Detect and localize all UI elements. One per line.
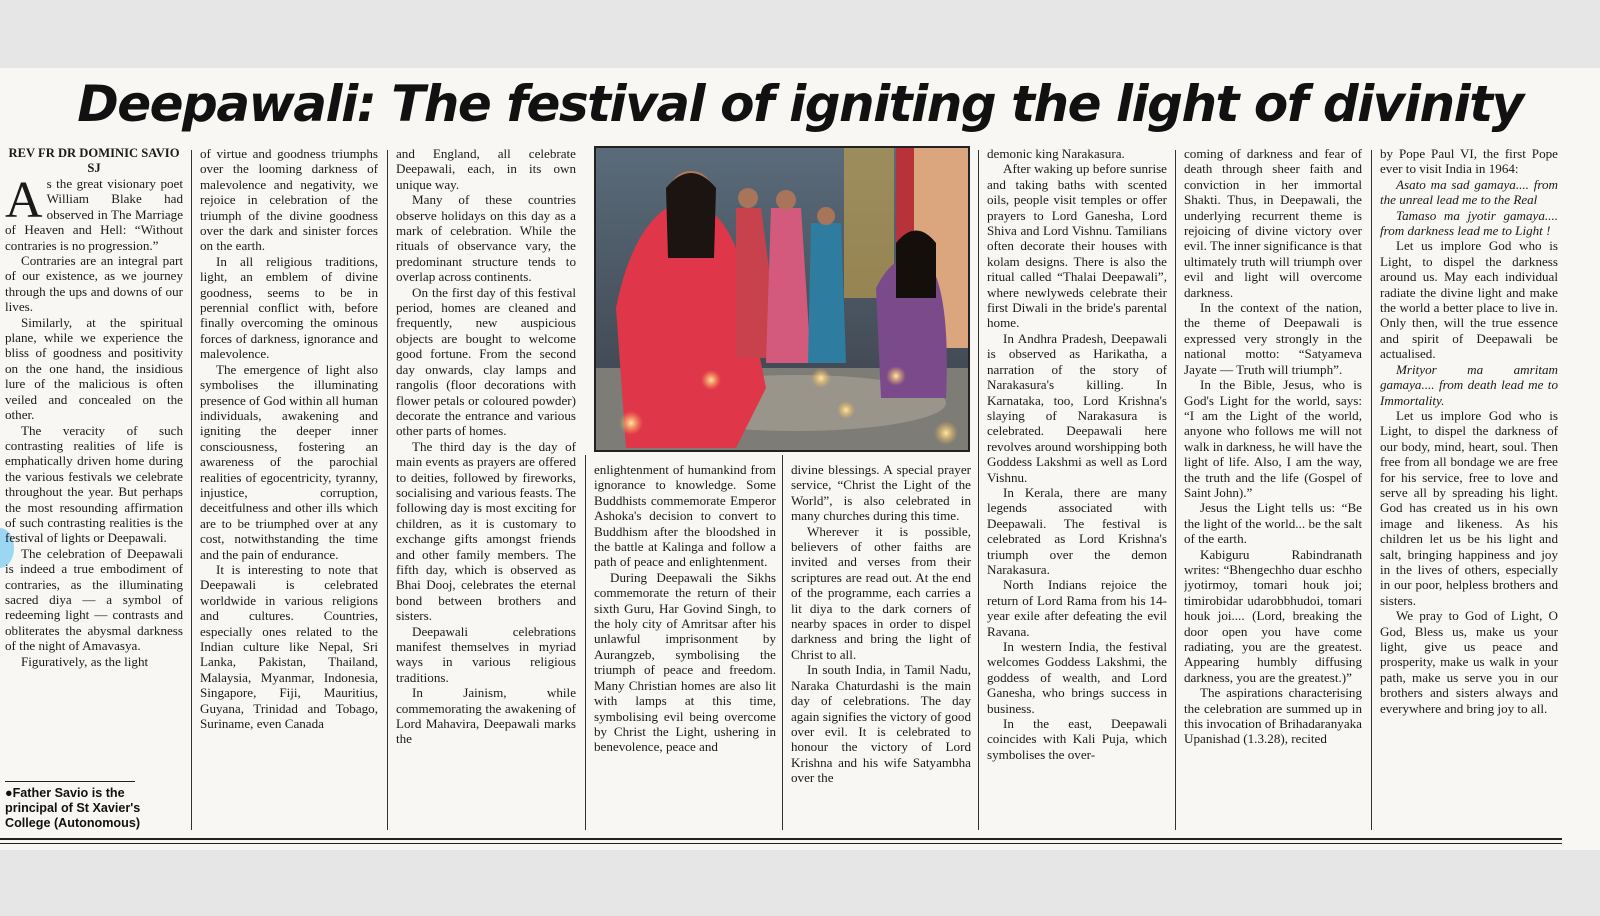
column-rule (1175, 150, 1176, 830)
paragraph: After waking up before sunrise and taking baths with scented oils, people visit temples or offer prayers to Lord Ganesha, Lord Shiva and Lord Vishnu. Tamilians often decorate their houses with kolam designs. There is also the ritual called “Thalai Deepawali”, where newlyweds celebrate their first Diwali in the bride's parental home. (987, 161, 1167, 331)
paragraph: During Deepawali the Sikhs commemorate the return of their sixth Guru, Har Govind Singh, to the holy city of Amritsar after his unlawful imprisonment by Aurangzeb, symbolising the triumph of peace and freedom. Many Christian homes are also lit with lamps at this time, symbolising evil being overcome by Christ the Light, ushering in benevolence, peace and (594, 569, 776, 755)
article-column-5 (791, 462, 971, 820)
photo-illustration (596, 148, 968, 450)
paragraph: enlightenment of humankind from ignorance to knowledge. Some Buddhists commemorate Emperor Ashoka's decision to convert to Buddhism after the bloodshed in the battle at Kalinga and follow a path of peace and enlightenment. (594, 462, 776, 570)
paragraph: Jesus the Light tells us: “Be the light of the world... be the salt of the earth. (1184, 500, 1362, 547)
byline: REV FR DR DOMINIC SAVIO SJ (8, 146, 180, 175)
paragraph-italic: Mrityor ma amritam gamaya.... from death lead me to Immortality. (1380, 361, 1558, 408)
article-column-3 (396, 146, 576, 820)
paragraph: and England, all celebrate Deepawali, each, in its own unique way. (396, 146, 576, 192)
column-rule (387, 150, 388, 830)
column-rule (585, 455, 586, 830)
paragraph: In the east, Deepawali coincides with Kali Puja, which symbolises the over- (987, 716, 1167, 762)
article-column-7 (1184, 146, 1362, 820)
paragraph: In south India, in Tamil Nadu, Naraka Chaturdashi is the main day of celebrations. The day again signifies the victory of good over evil. It is celebrated to honour the victory of Lord Krishna and his wife Satyambha over the (791, 662, 971, 786)
article-column-1 (5, 146, 183, 776)
paragraph: coming of darkness and fear of death through sheer faith and conviction in her immortal Shakti. Thus, in Deepawali, the underlying recurrent theme is rejoicing of divine victory over evil. The inner significance is that ultimately truth will triumph over evil and light will overcome darkness. (1184, 146, 1362, 300)
article-column-4 (594, 462, 776, 820)
paragraph: In the context of the nation, the theme of Deepawali is expressed very strongly in the national motto: “Satyameva Jayate — Truth will triumph”. (1184, 300, 1362, 377)
paragraph: In the Bible, Jesus, who is God's Light for the world, says: “I am the Light of the world, anyone who follows me will not walk in darkness, he will have the light of life. Also, I am the way, the truth and the life (Gospel of Saint John).” (1184, 377, 1362, 500)
paragraph: divine blessings. A special prayer service, “Christ the Light of the World”, is also celebrated in many churches during this time. (791, 462, 971, 524)
author-bio: ●Father Savio is the principal of St Xavier's College (Autonomous) (5, 786, 141, 830)
paragraph: Figuratively, as the light (21, 653, 149, 669)
column-rule (782, 455, 783, 830)
article-column-2 (200, 146, 378, 820)
page-bottom-rule (0, 843, 1562, 844)
paragraph: Deepawali celebrations manifest themselves in myriad ways in various religious traditions. (396, 623, 576, 685)
column-rule (978, 150, 979, 830)
paragraph: demonic king Narakasura. (987, 146, 1125, 161)
paragraph: by Pope Paul VI, the first Pope ever to visit India in 1964: (1380, 146, 1558, 177)
paragraph: Many of these countries observe holidays on this day as a mark of celebration. While the rituals of observance vary, the predominant structure tends to overlap across continents. (396, 192, 576, 285)
diwali-photo (594, 146, 970, 452)
paragraph: The celebration of Deepawali is indeed a true embodiment of contraries, as the illuminating sacred diya — a symbol of redeeming light — contrasts and obliterates the abysmal darkness of the night of Amavasya. (5, 545, 183, 654)
column-rule (191, 150, 192, 830)
paragraph: In Kerala, there are many legends associated with Deepawali. The festival is celebrated as Lord Krishna's triumph over the demon Narakasura. (987, 484, 1167, 577)
paragraph: s the great visionary poet William Blake had observed in The Marriage of Heaven and Hell: “Without contraries is no progression.” (5, 176, 183, 253)
paragraph-italic: Asato ma sad gamaya.... from the unreal lead me to the Real (1380, 176, 1558, 208)
article-column-8 (1380, 146, 1558, 820)
paragraph-italic: Tamaso ma jyotir gamaya.... from darkness lead me to Light ! (1380, 207, 1558, 239)
paragraph: Similarly, at the spiritual plane, while we experience the bliss of goodness and positivity on the one hand, the insidious lure of the malicious is often veiled and concealed on the other. (5, 314, 183, 423)
paragraph: It is interesting to note that Deepawali is celebrated worldwide in various religions and cultures. Countries, especially ones related to the Indian culture like Nepal, Sri Lanka, Pakistan, Thailand, Malaysia, Myanmar, Indonesia, Singapore, Fiji, Mauritius, Guyana, Trinidad and Tobago, Suriname, even Canada (200, 561, 378, 732)
paragraph: We pray to God of Light, O God, Bless us, make us your light, give us peace and prosperity, make us walk in your path, make us serve you in our brothers and sisters always and everywhere and bring joy to all. (1380, 608, 1558, 716)
paragraph: Wherever it is possible, believers of other faiths are invited and verses from their scriptures are read out. At the end of the programme, each carries a lit diya to the dark corners of nearby spaces in order to dispel darkness and bring the light of Christ to all. (791, 523, 971, 662)
paragraph: In Jainism, while commemorating the awakening of Lord Mahavira, Deepawali marks the (396, 685, 576, 747)
paragraph: In Andhra Pradesh, Deepawali is observed as Harikatha, a narration of the story of Narakasura's killing. In Karnataka, too, Lord Krishna's slaying of Narakasura is celebrated. Deepawali here revolves around worshipping both Goddess Lakshmi as well as Lord Vishnu. (987, 330, 1167, 485)
headline: Deepawali: The festival of igniting the light of divinity (77, 75, 1523, 133)
paragraph: In all religious traditions, light, an emblem of divine goodness, seems to be in perennial conflict with, before finally overcoming the ominous forces of darkness, ignorance and malevolence. (200, 253, 378, 362)
paragraph: The third day is the day of main events as prayers are offered to deities, followed by fireworks, socialising and various feasts. The following day is most exciting for children, as it is customary to exchange gifts amongst friends and other family members. The fifth day, which is observed as Bhai Dooj, celebrates the eternal bond between brothers and sisters. (396, 438, 576, 624)
paragraph: of virtue and goodness triumphs over the looming darkness of malevolence and negativity, we rejoice in celebration of the triumph of the divine goodness over the dark and sinister forces on the earth. (200, 146, 378, 254)
paragraph: Kabiguru Rabindranath writes: “Bhengechho duar eschho jyotirmoy, tomari houk joi; timirobidar udarobbhudoi, tomari houk joi.... (Lord, breaking the door open you have come radiating, you are the greatest. Appearing humbly diffusing darkness, you are the greatest.)” (1184, 546, 1362, 685)
drop-cap: A (5, 172, 43, 229)
paragraph: The aspirations characterising the celebration are summed up in this invocation of Brihadaranyaka Upanishad (1.3.28), recited (1184, 685, 1362, 747)
paragraph: Contraries are an integral part of our existence, as we journey through the ups and downs of our lives. (5, 253, 183, 315)
paragraph: Let us implore God who is Light, to dispel the darkness of our body, mind, heart, soul. Then free from all bondage we are free for his service, free to love and serve all by spreading his light. God has created us in his own image and likeness. As his children let us be his light and salt, bringing happiness and joy in the lives of others, especially in our poor, helpless brothers and sisters. (1380, 407, 1558, 608)
column-rule (1371, 150, 1372, 830)
paragraph: On the first day of this festival period, homes are cleaned and frequently, new auspicious objects are bought to welcome good fortune. From the second day onwards, clay lamps and rangolis (floor decorations with flower petals or coloured powder) decorate the entrance and various other parts of homes. (396, 284, 576, 439)
paragraph: In western India, the festival welcomes Goddess Lakshmi, the goddess of wealth, and Lord Ganesha, who brings success in business. (987, 639, 1167, 716)
paragraph: Let us implore God who is Light, to dispel the darkness around us. May each individual radiate the divine light and make the world a better place to live in. Only then, will the true essence and spirit of Deepawali be actualised. (1380, 238, 1558, 362)
article-column-6 (987, 146, 1167, 820)
page-bottom-rule (0, 838, 1562, 840)
bio-divider (5, 781, 135, 782)
paragraph: North Indians rejoice the return of Lord Rama from his 14-year exile after defeating the evil Ravana. (987, 577, 1167, 639)
paragraph: The veracity of such contrasting realities of life is emphatically driven home during the various festivals we celebrate throughout the year. But perhaps the most resounding affirmation of such contrasting realities is the festival of lights or Deepawali. (5, 422, 183, 546)
paragraph: The emergence of light also symbolises the illuminating presence of God within all human individuals, awakening and igniting the deeper inner consciousness, fostering an awareness of the parochial realities of egocentricity, tyranny, injustice, corruption, deceitfulness and other ills which are to be triumphed over at any cost, notwithstanding the time and the pain of endurance. (200, 361, 378, 562)
